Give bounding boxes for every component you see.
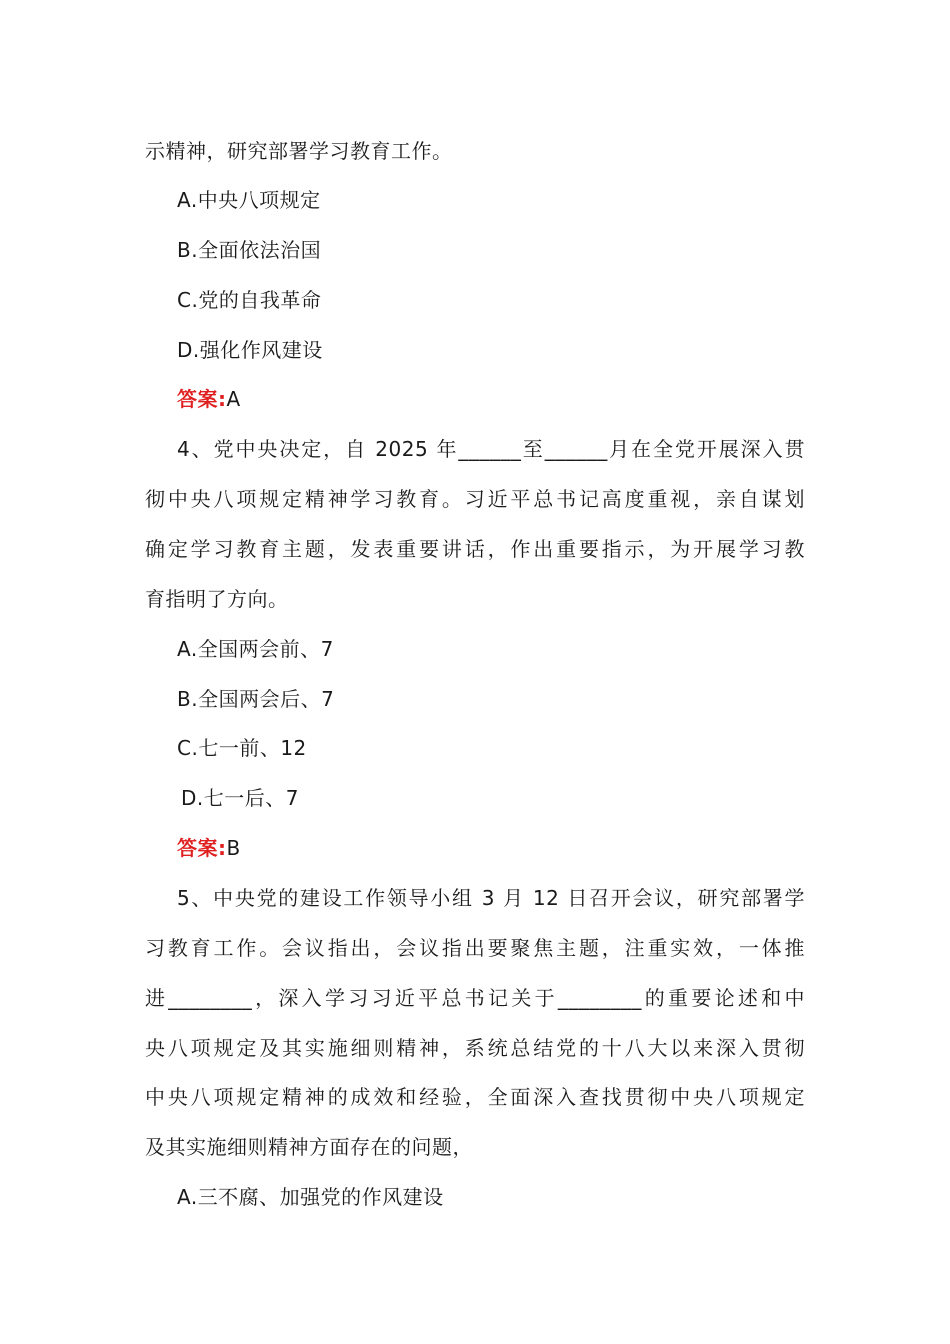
- q4-line-3: 确定学习教育主题，发表重要讲话，作出重要指示，为开展学习教: [145, 537, 805, 561]
- q5-line-1: 5、中央党的建设工作领导小组 3 月 12 日召开会议，研究部署学: [177, 886, 805, 910]
- q4-line-4: 育指明了方向。: [145, 587, 289, 611]
- q4-line-1: 4、党中央决定，自 2025 年______至______月在全党开展深入贯: [177, 437, 805, 461]
- q4-line-2: 彻中央八项规定精神学习教育。习近平总书记高度重视，亲自谋划: [145, 487, 805, 511]
- answer-value: B: [226, 836, 241, 860]
- q3-option-d: D.强化作风建设: [177, 338, 323, 362]
- q3-answer: [177, 386, 241, 412]
- q3-tail-text: 示精神，研究部署学习教育工作。: [145, 139, 453, 163]
- q5-option-a: A.三不腐、加强党的作风建设: [177, 1185, 444, 1209]
- q5-line-6: 及其实施细则精神方面存在的问题，: [145, 1135, 473, 1159]
- q5-line-2: 习教育工作。会议指出，会议指出要聚焦主题，注重实效，一体推: [145, 936, 805, 960]
- q5-line-5: 中央八项规定精神的成效和经验，全面深入查找贯彻中央八项规定: [145, 1085, 805, 1109]
- q4-answer: [177, 835, 241, 861]
- q4-option-c: C.七一前、12: [177, 736, 307, 760]
- answer-value: A: [226, 387, 241, 411]
- q4-option-d: D.七一后、7: [181, 786, 299, 810]
- q3-option-b: B.全面依法治国: [177, 238, 322, 262]
- q5-line-3: 进________，深入学习习近平总书记关于________的重要论述和中: [145, 986, 805, 1010]
- answer-label: 答案:: [177, 387, 227, 411]
- answer-label: 答案:: [177, 836, 227, 860]
- q3-option-a: A.中央八项规定: [177, 188, 321, 212]
- q4-option-b: B.全国两会后、7: [177, 687, 335, 711]
- q3-option-c: C.党的自我革命: [177, 288, 322, 312]
- q4-option-a: A.全国两会前、7: [177, 637, 334, 661]
- q5-line-4: 央八项规定及其实施细则精神，系统总结党的十八大以来深入贯彻: [145, 1036, 805, 1060]
